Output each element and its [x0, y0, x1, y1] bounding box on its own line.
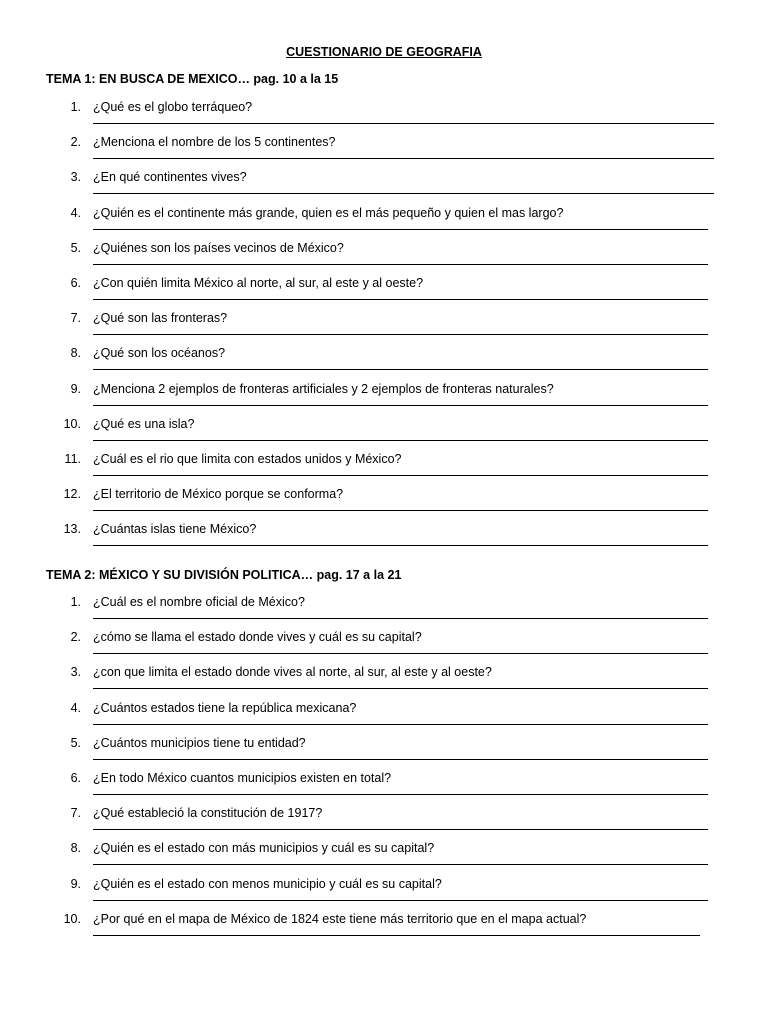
answer-line[interactable] [93, 794, 708, 795]
question-number: 1. [70, 100, 81, 114]
question-item [0, 664, 768, 699]
question-item [0, 486, 768, 521]
answer-line[interactable] [93, 618, 708, 619]
question-number: 13. [63, 522, 81, 537]
question-text: ¿Cuántos municipios tiene tu entidad? [93, 735, 306, 750]
question-text: ¿Con quién limita México al norte, al sur, al este y al oeste? [93, 275, 424, 290]
answer-line[interactable] [93, 759, 708, 760]
question-text: ¿Qué son las fronteras? [93, 311, 228, 326]
question-text: ¿Cuántas islas tiene México? [93, 522, 257, 537]
question-text: ¿Cuál es el rio que limita con estados unidos y México? [93, 451, 402, 466]
answer-line[interactable] [93, 229, 708, 230]
question-item [0, 911, 768, 946]
question-item [0, 381, 768, 416]
question-text: ¿Cuántos estados tiene la república mexicana? [93, 700, 357, 715]
question-number: 3. [70, 665, 81, 680]
answer-line[interactable] [93, 440, 708, 441]
question-number: 9. [70, 381, 81, 396]
answer-line[interactable] [93, 688, 708, 689]
question-number: 2. [70, 630, 81, 645]
question-item [0, 876, 768, 911]
answer-line[interactable] [93, 864, 708, 865]
question-item [0, 345, 768, 380]
question-item [0, 521, 768, 556]
question-item [0, 840, 768, 875]
question-item [0, 134, 768, 169]
answer-line[interactable] [93, 510, 708, 511]
question-text: ¿Cuál es el nombre oficial de México? [93, 595, 305, 609]
question-item [0, 451, 768, 486]
question-text: ¿Quién es el estado con menos municipio y cuál es su capital? [93, 876, 442, 891]
question-text: ¿Qué es una isla? [93, 416, 195, 431]
question-number: 1. [70, 595, 81, 609]
document-title: CUESTIONARIO DE GEOGRAFIA [286, 45, 482, 59]
question-text: ¿El territorio de México porque se conforma? [93, 487, 344, 502]
question-number: 10. [63, 911, 81, 926]
question-item [0, 169, 768, 204]
answer-line[interactable] [93, 369, 708, 370]
question-text: ¿Qué son los océanos? [93, 346, 226, 361]
question-item [0, 310, 768, 345]
answer-line[interactable] [93, 264, 708, 265]
answer-line[interactable] [93, 405, 708, 406]
answer-line[interactable] [93, 724, 708, 725]
question-text: ¿Qué estableció la constitución de 1917? [93, 806, 323, 821]
question-item [0, 205, 768, 240]
question-item [0, 735, 768, 770]
question-text: ¿con que limita el estado donde vives al norte, al sur, al este y al oeste? [93, 665, 492, 680]
answer-line[interactable] [93, 123, 714, 124]
question-item [0, 594, 768, 629]
question-number: 4. [70, 205, 81, 220]
question-number: 9. [70, 876, 81, 891]
answer-line[interactable] [93, 545, 708, 546]
question-number: 7. [70, 311, 81, 326]
question-text: ¿cómo se llama el estado donde vives y cuál es su capital? [93, 630, 422, 645]
question-number: 7. [70, 806, 81, 821]
question-list-tema-2 [0, 594, 768, 946]
question-text: ¿Quiénes son los países vecinos de México? [93, 240, 344, 255]
question-item [0, 275, 768, 310]
question-number: 4. [70, 700, 81, 715]
question-number: 12. [63, 487, 81, 502]
question-item [0, 700, 768, 735]
answer-line[interactable] [93, 475, 708, 476]
answer-line[interactable] [93, 829, 708, 830]
question-text: ¿Menciona el nombre de los 5 continentes? [93, 135, 336, 150]
question-text: ¿Menciona 2 ejemplos de fronteras artificiales y 2 ejemplos de fronteras naturales? [93, 381, 554, 396]
answer-line[interactable] [93, 158, 714, 159]
answer-line[interactable] [93, 900, 708, 901]
question-item [0, 99, 768, 134]
question-number: 10. [63, 416, 81, 431]
section-heading-tema-2: TEMA 2: MÉXICO Y SU DIVISIÓN POLITICA… pag. 17 a la 21 [46, 568, 402, 582]
question-item [0, 770, 768, 805]
question-item [0, 416, 768, 451]
question-item [0, 240, 768, 275]
question-number: 8. [70, 346, 81, 361]
question-text: ¿Quién es el estado con más municipios y cuál es su capital? [93, 841, 435, 856]
answer-line[interactable] [93, 935, 700, 936]
question-item [0, 805, 768, 840]
question-text: ¿Por qué en el mapa de México de 1824 este tiene más territorio que en el mapa actual? [93, 911, 587, 926]
question-number: 5. [70, 735, 81, 750]
question-text: ¿Quién es el continente más grande, quien es el más pequeño y quien el mas largo? [93, 205, 564, 220]
question-item [0, 629, 768, 664]
question-number: 11. [64, 451, 81, 466]
question-text: ¿En todo México cuantos municipios existen en total? [93, 770, 392, 785]
question-text: ¿En qué continentes vives? [93, 170, 247, 185]
question-number: 2. [70, 135, 81, 150]
question-number: 6. [70, 275, 81, 290]
question-number: 6. [70, 770, 81, 785]
question-number: 3. [70, 170, 81, 185]
question-number: 8. [70, 841, 81, 856]
question-text: ¿Qué es el globo terráqueo? [93, 100, 253, 114]
answer-line[interactable] [93, 299, 708, 300]
question-number: 5. [70, 240, 81, 255]
answer-line[interactable] [93, 653, 708, 654]
section-heading-tema-1: TEMA 1: EN BUSCA DE MEXICO… pag. 10 a la 15 [46, 72, 339, 86]
answer-line[interactable] [93, 193, 714, 194]
question-list-tema-1 [0, 99, 768, 556]
answer-line[interactable] [93, 334, 708, 335]
